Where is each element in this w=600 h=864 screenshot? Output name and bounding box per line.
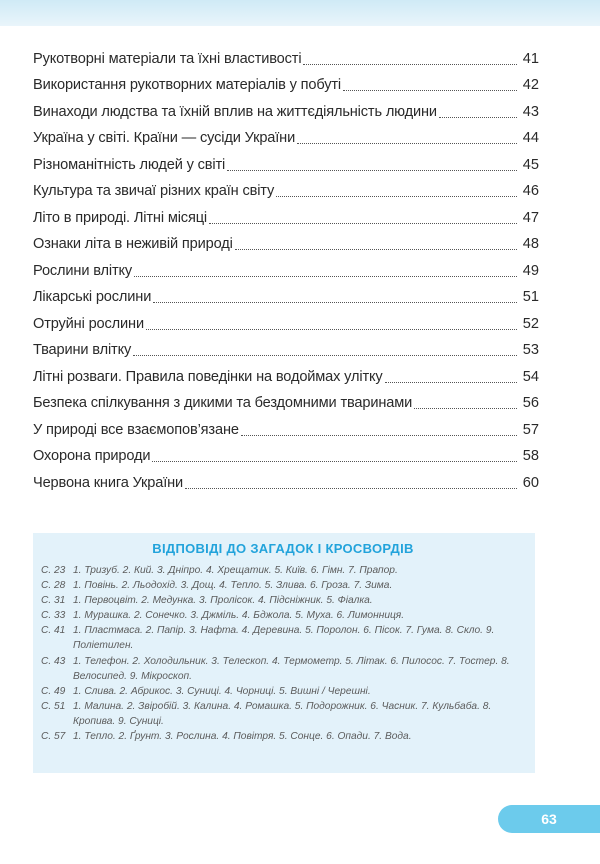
answer-row bbox=[41, 563, 525, 578]
toc-entry[interactable] bbox=[33, 305, 539, 332]
toc-entry-page: 51 bbox=[522, 289, 539, 306]
toc-entry-page: 44 bbox=[522, 130, 539, 147]
toc-entry[interactable] bbox=[33, 438, 539, 465]
answers-title: ВІДПОВІДІ ДО ЗАГАДОК І КРОСВОРДІВ bbox=[152, 541, 414, 556]
toc-leader bbox=[133, 354, 517, 356]
toc-entry[interactable] bbox=[33, 411, 539, 438]
page-number: 63 bbox=[541, 811, 557, 827]
answer-text: 1. Слива. 2. Абрикос. 3. Суниці. 4. Чорниці. 5. Вишні / Черешні. bbox=[73, 685, 371, 697]
toc-entry[interactable] bbox=[33, 199, 539, 226]
toc-leader bbox=[153, 301, 517, 303]
answer-text: 1. Малина. 2. Звіробій. 3. Калина. 4. Ромашка. 5. Подорожник. 6. Часник. 7. Кульбаба. 8. Кропива. 9. Суниці. bbox=[73, 700, 492, 727]
toc-leader bbox=[227, 169, 517, 171]
toc-entry[interactable] bbox=[33, 332, 539, 359]
toc-entry-page: 42 bbox=[522, 77, 539, 94]
answer-page-ref: С. 31 bbox=[41, 595, 66, 607]
toc-leader bbox=[209, 222, 517, 224]
toc-leader bbox=[385, 381, 517, 383]
answer-row bbox=[41, 623, 525, 653]
toc-entry[interactable] bbox=[33, 40, 539, 67]
toc-entry[interactable] bbox=[33, 464, 539, 491]
toc-entry-page: 43 bbox=[522, 103, 539, 120]
toc-entry-page: 53 bbox=[522, 342, 539, 359]
answer-row bbox=[41, 593, 525, 608]
toc-entry-title: Безпека спілкування з дикими та бездомними тваринами bbox=[33, 395, 413, 412]
answer-text: 1. Мурашка. 2. Сонечко. 3. Джміль. 4. Бджола. 5. Муха. 6. Лимонниця. bbox=[73, 610, 405, 622]
toc-entry-page: 47 bbox=[522, 209, 539, 226]
answer-text: 1. Первоцвіт. 2. Медунка. 3. Пролісок. 4. Підсніжник. 5. Фіалка. bbox=[73, 595, 373, 607]
answer-page-ref: С. 51 bbox=[41, 700, 66, 712]
toc-entry-title: Червона книга України bbox=[33, 474, 184, 491]
answer-page-ref: С. 57 bbox=[41, 731, 66, 743]
toc-entry[interactable] bbox=[33, 385, 539, 412]
toc-entry-page: 58 bbox=[522, 448, 539, 465]
toc-entry-page: 41 bbox=[522, 50, 539, 67]
toc-entry-title: Охорона природи bbox=[33, 448, 151, 465]
toc-entry-page: 49 bbox=[522, 262, 539, 279]
answer-row bbox=[41, 729, 525, 744]
toc-leader bbox=[185, 487, 517, 489]
toc-entry-title: Отруйні рослини bbox=[33, 315, 144, 332]
toc-entry-title: Рослини влітку bbox=[33, 262, 133, 279]
answer-page-ref: С. 28 bbox=[41, 580, 66, 592]
toc-entry-title: Літні розваги. Правила поведінки на водоймах улітку bbox=[33, 368, 383, 385]
toc-leader bbox=[303, 63, 517, 65]
toc-leader bbox=[241, 434, 517, 436]
answer-row bbox=[41, 684, 525, 699]
toc-entry[interactable] bbox=[33, 93, 539, 120]
toc-leader bbox=[146, 328, 517, 330]
answer-page-ref: С. 49 bbox=[41, 685, 66, 697]
answer-page-ref: С. 23 bbox=[41, 565, 66, 576]
toc-entry[interactable] bbox=[33, 120, 539, 147]
answers-box bbox=[33, 533, 535, 773]
page-number-tab bbox=[498, 805, 600, 833]
toc-leader bbox=[439, 116, 517, 118]
toc-entry[interactable] bbox=[33, 279, 539, 306]
answer-text: 1. Повінь. 2. Льодохід. 3. Дощ. 4. Тепло. 5. Злива. 6. Гроза. 7. Зима. bbox=[73, 580, 393, 592]
toc-entry-page: 52 bbox=[522, 315, 539, 332]
toc-entry-title: Тварини влітку bbox=[33, 342, 132, 359]
toc-entry-page: 60 bbox=[522, 474, 539, 491]
toc-entry[interactable] bbox=[33, 358, 539, 385]
answer-row bbox=[41, 608, 525, 623]
toc-entry-title: У природі все взаємопов’язане bbox=[33, 421, 239, 438]
toc-entry-title: Ознаки літа в неживій природі bbox=[33, 236, 233, 253]
answer-page-ref: С. 33 bbox=[41, 610, 66, 622]
toc-entry[interactable] bbox=[33, 146, 539, 173]
toc-entry[interactable] bbox=[33, 173, 539, 200]
answer-page-ref: С. 43 bbox=[41, 655, 66, 667]
toc-entry-title: Культура та звичаї різних країн світу bbox=[33, 183, 275, 200]
toc-entry-page: 45 bbox=[522, 156, 539, 173]
toc-leader bbox=[297, 142, 517, 144]
toc-leader bbox=[414, 407, 517, 409]
toc-entry-title: Різноманітність людей у світі bbox=[33, 156, 226, 173]
toc-leader bbox=[276, 195, 517, 197]
answer-row bbox=[41, 654, 525, 684]
toc-entry-title: Рукотворні матеріали та їхні властивості bbox=[33, 50, 302, 67]
toc-entry-page: 57 bbox=[522, 421, 539, 438]
toc-entry-page: 54 bbox=[522, 368, 539, 385]
toc-entry-page: 48 bbox=[522, 236, 539, 253]
answer-text: 1. Телефон. 2. Холодильник. 3. Телескоп. 4. Термометр. 5. Літак. 6. Пилосос. 7. Тостер. 8. Велосипед. 9. Мікроскоп. bbox=[73, 655, 510, 682]
toc-entry-title: Літо в природі. Літні місяці bbox=[33, 209, 208, 226]
answer-text: 1. Пластмаса. 2. Папір. 3. Нафта. 4. Деревина. 5. Поролон. 6. Пісок. 7. Гума. 8. Скло. 9. Поліетилен. bbox=[73, 625, 495, 652]
toc-entry-title: Лікарські рослини bbox=[33, 289, 152, 306]
toc-entry-title: Використання рукотворних матеріалів у побуті bbox=[33, 77, 342, 94]
toc-entry[interactable] bbox=[33, 67, 539, 94]
toc-leader bbox=[134, 275, 517, 277]
toc-entry-page: 46 bbox=[522, 183, 539, 200]
answer-text: 1. Тризуб. 2. Кий. 3. Дніпро. 4. Хрещатик. 5. Київ. 6. Гімн. 7. Прапор. bbox=[73, 565, 398, 576]
toc-entry[interactable] bbox=[33, 226, 539, 253]
toc-leader bbox=[152, 460, 517, 462]
answer-text: 1. Тепло. 2. Ґрунт. 3. Рослина. 4. Повітря. 5. Сонце. 6. Опади. 7. Вода. bbox=[73, 731, 412, 743]
toc-entry-title: Україна у світі. Країни — сусіди України bbox=[33, 130, 296, 147]
toc-entry-page: 56 bbox=[522, 395, 539, 412]
table-of-contents bbox=[33, 40, 539, 491]
answer-row bbox=[41, 699, 525, 729]
toc-leader bbox=[235, 248, 517, 250]
answer-row bbox=[41, 578, 525, 593]
answer-page-ref: С. 41 bbox=[41, 625, 66, 637]
toc-entry-title: Винаходи людства та їхній вплив на життєдіяльність людини bbox=[33, 103, 437, 120]
top-decorative-band bbox=[0, 0, 600, 26]
toc-leader bbox=[343, 89, 517, 91]
toc-entry[interactable] bbox=[33, 252, 539, 279]
